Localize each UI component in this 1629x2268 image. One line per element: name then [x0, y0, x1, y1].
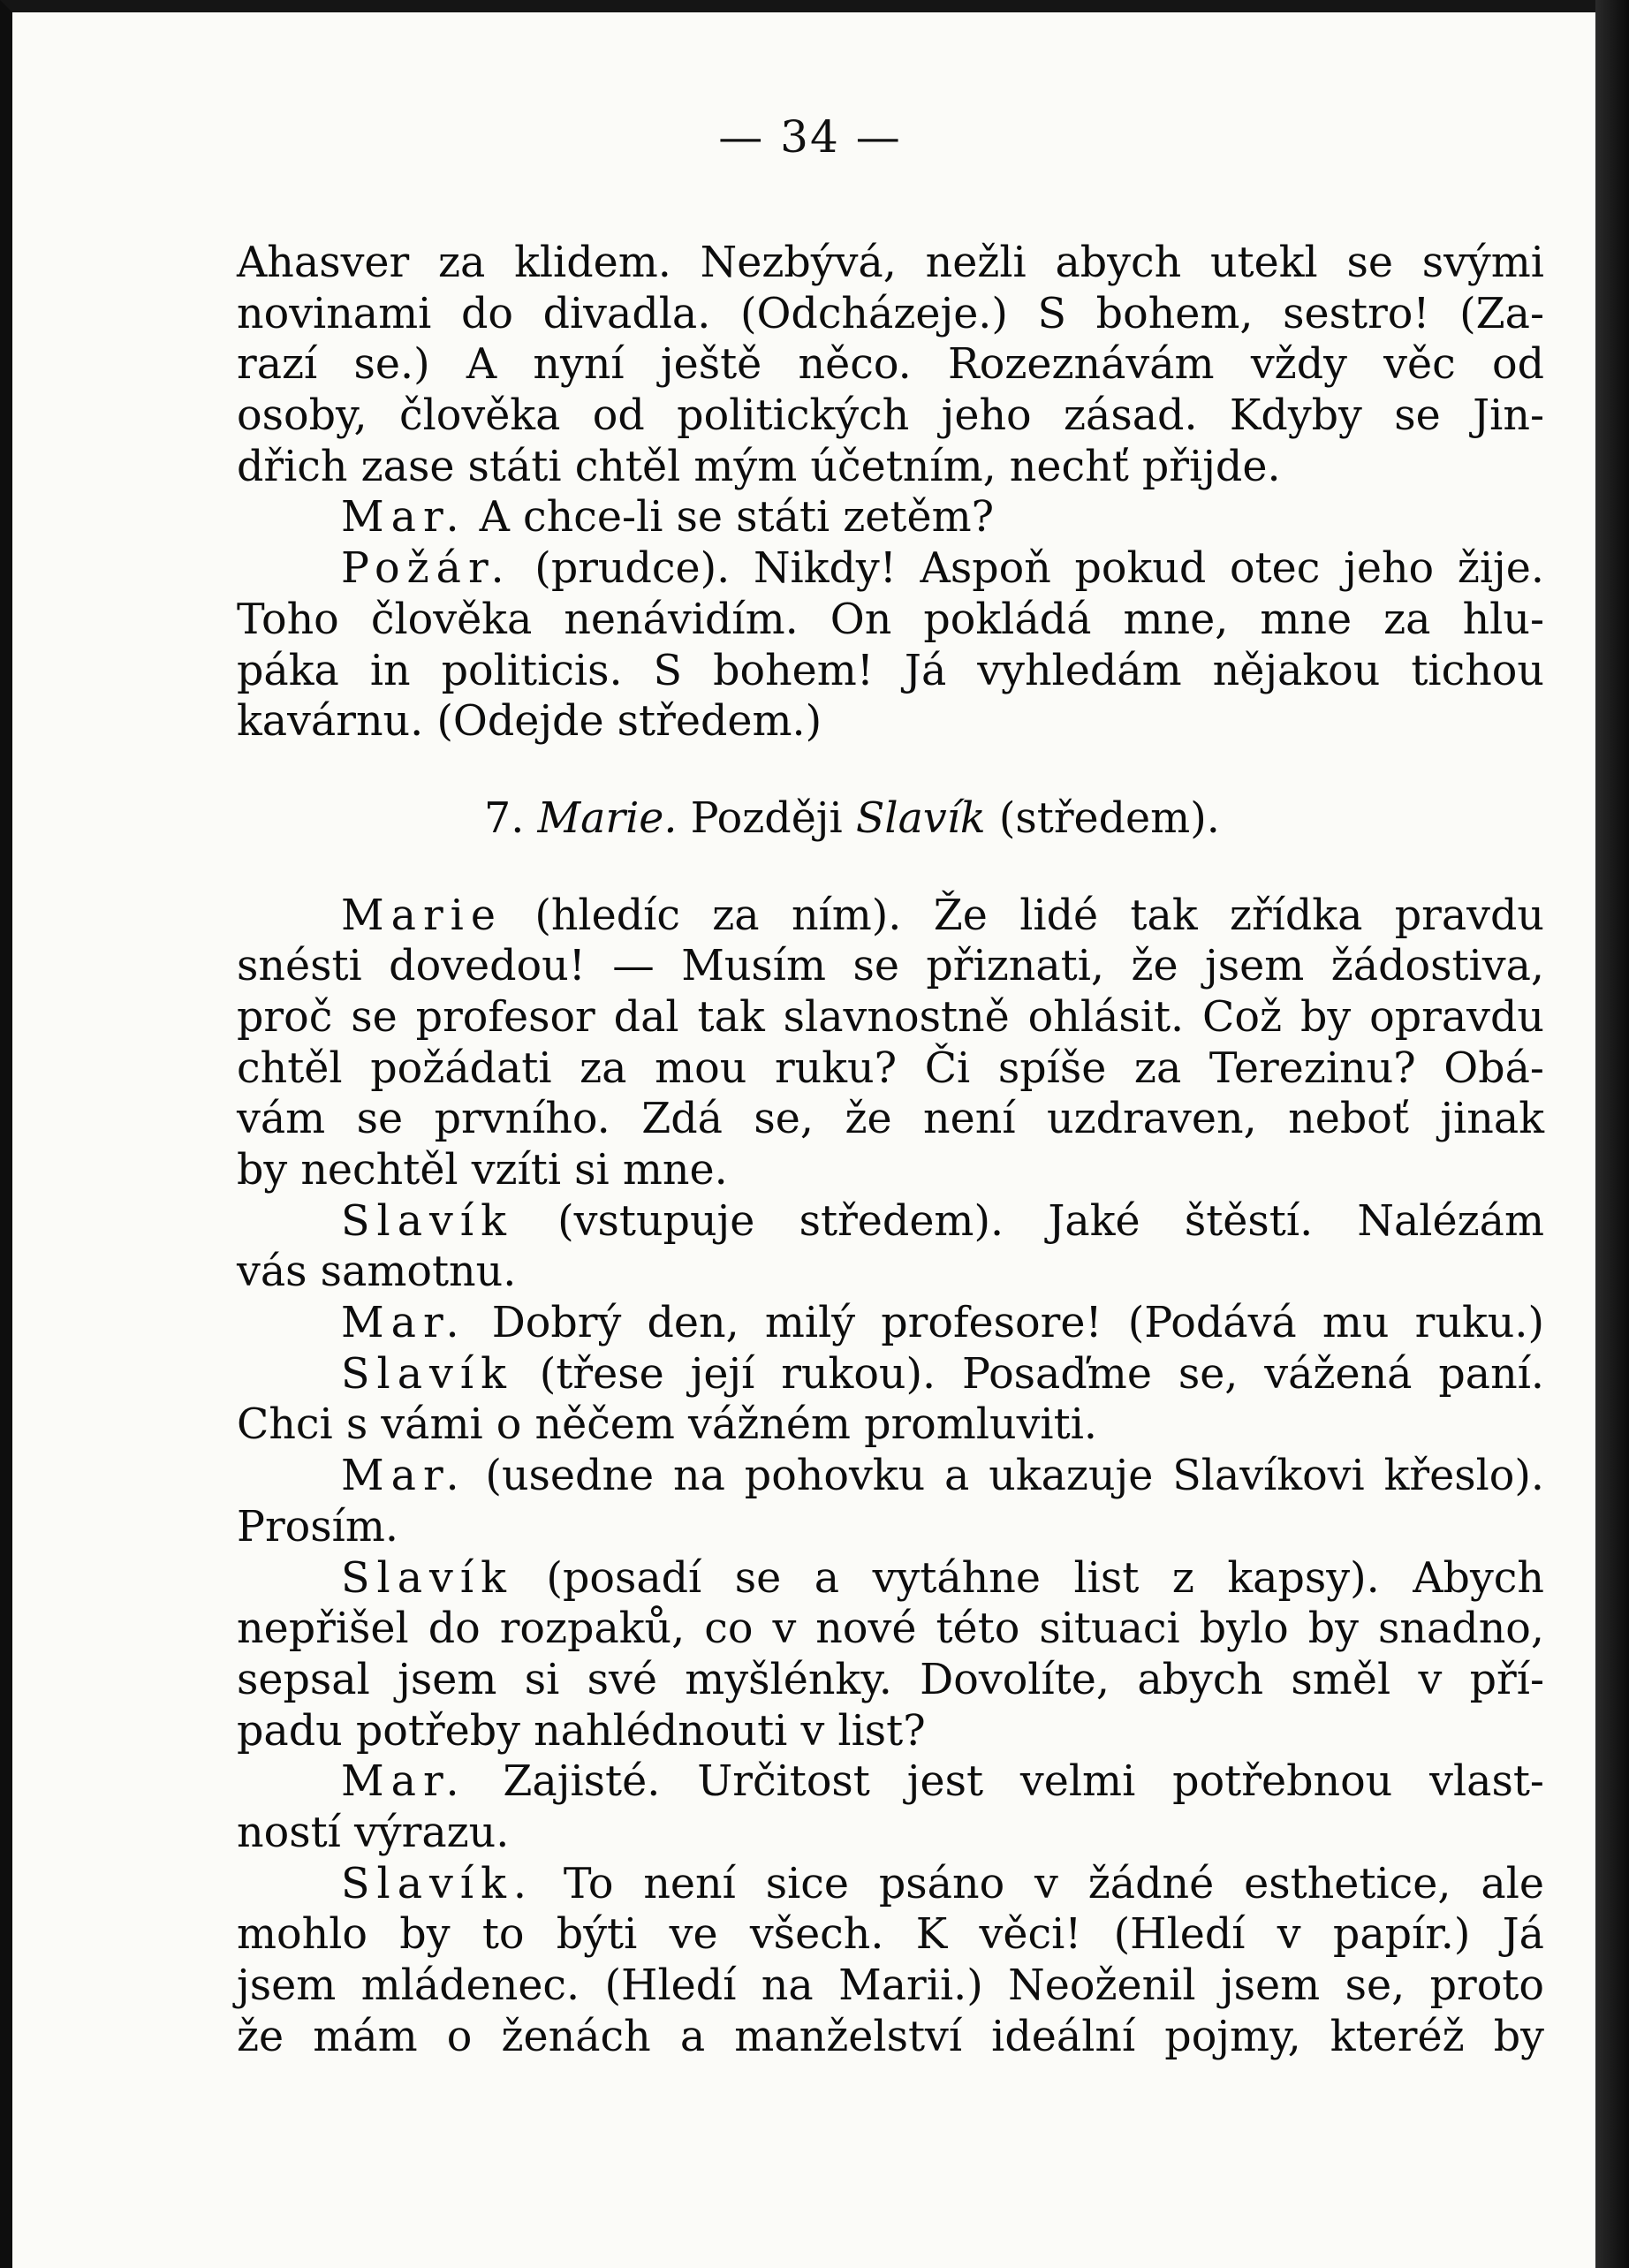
speaker-name: Slavík: [341, 1196, 513, 1246]
text-line: [237, 595, 1544, 646]
line-text: novinami do divadla. (Odcházeje.) S bohem, sestro! (Za-: [237, 289, 1544, 338]
text-line: [237, 1706, 1544, 1757]
scene-heading: [237, 793, 1544, 845]
line-text: ností výrazu.: [237, 1808, 510, 1857]
text-line: [237, 646, 1544, 697]
line-text: kavárnu. (Odejde středem.): [237, 697, 822, 747]
line-text: páka in politicis. S bohem! Já vyhledám nějakou tichou: [237, 646, 1544, 695]
text-line: [237, 1604, 1544, 1655]
text-line: [237, 992, 1544, 1043]
text-line: [237, 1196, 1544, 1248]
text-line: [237, 1247, 1544, 1298]
text-line: [237, 238, 1544, 289]
text-line: [237, 1298, 1544, 1349]
text-block-2: [237, 891, 1544, 2063]
speaker-name: Mar.: [341, 1452, 466, 1501]
line-text: To není sice psáno v žádné esthetice, ale: [563, 1859, 1544, 1908]
text-line: [237, 891, 1544, 942]
line-text: snésti dovedou! — Musím se přiznati, že jsem žádostiva,: [237, 942, 1544, 991]
line-text: (usedne na pohovku a ukazuje Slavíkovi křeslo).: [485, 1452, 1544, 1501]
line-text: sepsal jsem si své myšlénky. Dovolíte, abych směl v pří-: [237, 1655, 1544, 1704]
line-text: (vstupuje středem). Jaké štěstí. Nalézám: [557, 1196, 1544, 1246]
text-line: [237, 1553, 1544, 1604]
line-text: Zajisté. Určitost jest velmi potřebnou vlast-: [503, 1757, 1544, 1807]
text-line: [237, 1043, 1544, 1095]
text-line: [237, 339, 1544, 391]
line-text: vás samotnu.: [237, 1248, 517, 1297]
text-line: [237, 1502, 1544, 1553]
page-number: — 34 —: [718, 111, 902, 163]
text-line: [237, 941, 1544, 992]
line-text: padu potřeby nahlédnouti v list?: [237, 1706, 926, 1756]
line-text: Dobrý den, milý profesore! (Podává mu ruku.): [491, 1299, 1544, 1348]
text-line: [237, 492, 1544, 543]
speaker-name: Marie: [341, 891, 503, 940]
text-line: [237, 1451, 1544, 1502]
line-text: dřich zase státi chtěl mým účetním, nechť přijde.: [237, 442, 1281, 491]
scene-middle: Později: [690, 793, 843, 843]
speaker-name: Slavík.: [341, 1859, 534, 1908]
text-line: [237, 1094, 1544, 1145]
scene-character-2: Slavík: [855, 793, 986, 843]
line-text: (hledíc za ním). Že lidé tak zřídka pravdu: [534, 891, 1544, 940]
line-text: jsem mládenec. (Hledí na Marii.) Neoženil jsem se, proto: [237, 1961, 1544, 2010]
line-text: Toho člověka nenávidím. On pokládá mne, mne za hlu-: [237, 595, 1544, 644]
line-text: vám se prvního. Zdá se, že není uzdraven, neboť jinak: [237, 1095, 1544, 1144]
text-line: [237, 1399, 1544, 1451]
book-spine-shadow: [1595, 0, 1629, 2268]
speaker-name: Mar.: [341, 493, 466, 542]
line-text: by nechtěl vzíti si mne.: [237, 1146, 728, 1195]
line-text: že mám o ženách a manželství ideální pojmy, kteréž by: [237, 2012, 1544, 2061]
text-line: [237, 1859, 1544, 1910]
line-text: A chce-li se státi zetěm?: [479, 493, 995, 542]
line-text: nepřišel do rozpaků, co v nové této situaci bylo by snadno,: [237, 1604, 1544, 1654]
line-text: mohlo by to býti ve všech. K věci! (Hledí v papír.) Já: [237, 1910, 1544, 1960]
line-text: proč se profesor dal tak slavnostně ohlásit. Což by opravdu: [237, 992, 1544, 1042]
text-block-1: [237, 238, 1544, 747]
line-text: Ahasver za klidem. Nezbývá, nežli abych utekl se svými: [237, 239, 1544, 287]
line-text: (prudce). Nikdy! Aspoň pokud otec jeho žije.: [534, 544, 1544, 594]
line-text: (třese její rukou). Posaďme se, vážená paní.: [539, 1349, 1544, 1399]
speaker-name: Požár.: [341, 544, 511, 594]
line-text: Chci s vámi o něčem vážném promluviti.: [237, 1400, 1098, 1450]
speaker-name: Slavík: [341, 1553, 513, 1603]
scene-number: 7.: [484, 793, 525, 843]
line-text: Prosím.: [237, 1502, 398, 1551]
text-line: [237, 1349, 1544, 1400]
text-line: [237, 1655, 1544, 1706]
text-line: [237, 2012, 1544, 2063]
text-line: [237, 442, 1544, 493]
line-text: osoby, člověka od politických jeho zásad. Kdyby se Jin-: [237, 391, 1544, 441]
text-line: [237, 391, 1544, 442]
line-text: (posadí se a vytáhne list z kapsy). Abych: [546, 1553, 1544, 1603]
text-line: [237, 1145, 1544, 1196]
text-line: [237, 543, 1544, 595]
text-line: [237, 289, 1544, 340]
speaker-name: Mar.: [341, 1299, 466, 1348]
text-line: [237, 1756, 1544, 1808]
line-text: chtěl požádati za mou ruku? Či spíše za Terezinu? Obá-: [237, 1043, 1544, 1093]
scene-character-1: Marie.: [537, 793, 678, 843]
speaker-name: Mar.: [341, 1757, 466, 1807]
text-line: [237, 1909, 1544, 1961]
speaker-name: Slavík: [341, 1349, 513, 1399]
body-text: [237, 238, 1544, 2062]
text-line: [237, 1961, 1544, 2012]
scene-direction: (středem).: [998, 793, 1220, 843]
text-line: [237, 1808, 1544, 1859]
text-line: [237, 696, 1544, 747]
line-text: razí se.) A nyní ještě něco. Rozeznávám vždy věc od: [237, 340, 1544, 390]
